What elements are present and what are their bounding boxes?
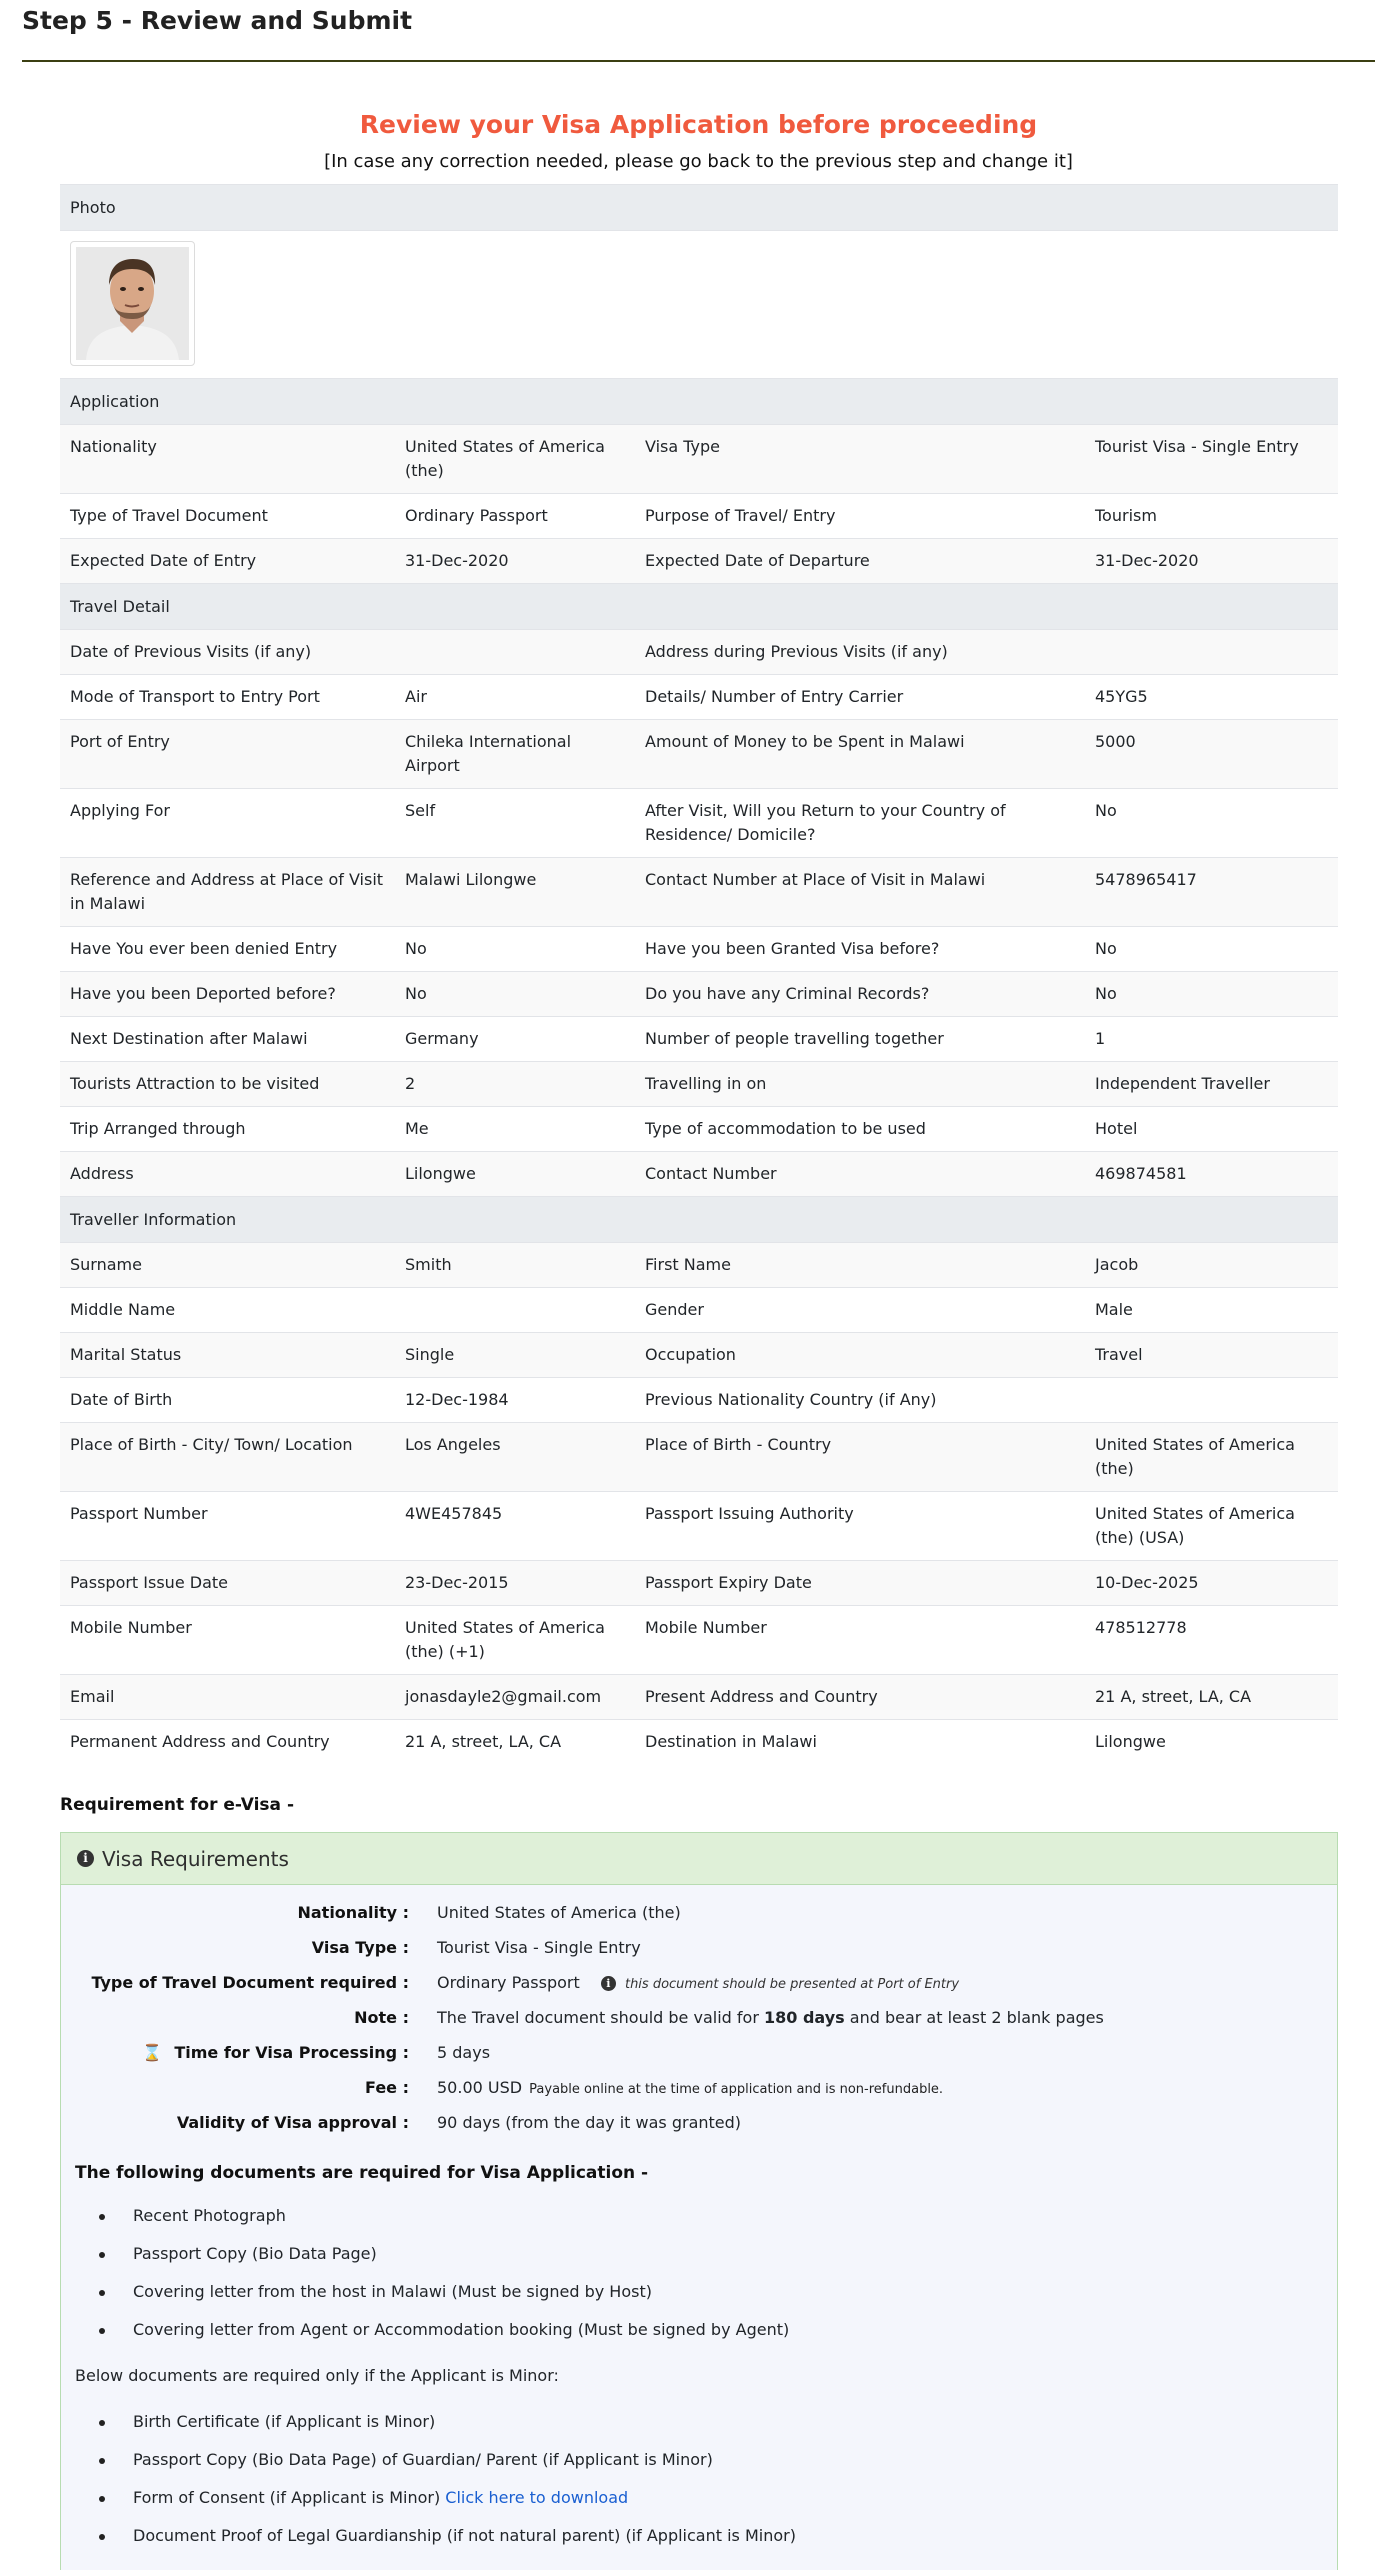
review-row <box>60 1288 1338 1333</box>
req-value: United States of America (the) <box>437 1903 681 1922</box>
field-label: Place of Birth - City/ Town/ Location <box>60 1423 395 1492</box>
field-label: Date of Birth <box>60 1378 395 1423</box>
review-row <box>60 675 1338 720</box>
field-value: 23-Dec-2015 <box>395 1561 635 1606</box>
req-value: 90 days (from the day it was granted) <box>437 2113 742 2132</box>
visa-requirements-panel <box>60 1832 1338 2570</box>
field-label: Permanent Address and Country <box>60 1720 395 1765</box>
fee-value: 50.00 USD <box>437 2078 523 2097</box>
photo-row <box>60 231 1338 379</box>
field-value: Tourism <box>1085 494 1338 539</box>
review-row <box>60 1675 1338 1720</box>
req-label: Nationality : <box>297 1903 409 1922</box>
field-label: Do you have any Criminal Records? <box>635 972 1085 1017</box>
consent-form-download-link[interactable]: Click here to download <box>445 2488 629 2507</box>
req-row-validity <box>61 2105 1339 2140</box>
field-label: Reference and Address at Place of Visit in Malawi <box>60 858 395 927</box>
review-row <box>60 789 1338 858</box>
document-item: Covering letter from Agent or Accommodation booking (Must be signed by Agent) <box>133 2311 789 2349</box>
review-row <box>60 1720 1338 1765</box>
review-row <box>60 1561 1338 1606</box>
field-label: Expected Date of Departure <box>635 539 1085 584</box>
field-label: Trip Arranged through <box>60 1107 395 1152</box>
field-value: Malawi Lilongwe <box>395 858 635 927</box>
field-value <box>395 630 635 675</box>
field-label: Mobile Number <box>60 1606 395 1675</box>
minor-document-item: Passport Copy (Bio Data Page) of Guardian/ Parent (if Applicant is Minor) <box>133 2441 796 2479</box>
field-value: Lilongwe <box>1085 1720 1338 1765</box>
field-value <box>1085 630 1338 675</box>
field-label: Passport Issue Date <box>60 1561 395 1606</box>
field-value: Lilongwe <box>395 1152 635 1197</box>
note-text-start: The Travel document should be valid for <box>437 2008 764 2027</box>
review-row <box>60 1107 1338 1152</box>
field-value: Single <box>395 1333 635 1378</box>
field-value: Travel <box>1085 1333 1338 1378</box>
section-application-row <box>60 379 1338 425</box>
minor-documents-list <box>133 2403 796 2555</box>
field-label: Expected Date of Entry <box>60 539 395 584</box>
applicant-photo <box>70 241 195 366</box>
info-circle-icon: i <box>77 1850 94 1867</box>
field-value: No <box>1085 789 1338 858</box>
field-label: Tourists Attraction to be visited <box>60 1062 395 1107</box>
documents-list <box>133 2197 789 2349</box>
req-row-processing <box>61 2035 1339 2070</box>
req-label: Validity of Visa approval : <box>176 2113 409 2132</box>
req-label: Visa Type : <box>311 1938 409 1957</box>
doc-note: this document should be presented at Port of Entry <box>624 1977 960 1992</box>
field-label: Nationality <box>60 425 395 494</box>
field-label: Contact Number <box>635 1152 1085 1197</box>
field-value: 31-Dec-2020 <box>395 539 635 584</box>
review-heading: Review your Visa Application before proceeding <box>359 110 1038 139</box>
field-value: No <box>395 972 635 1017</box>
field-label: Address <box>60 1152 395 1197</box>
field-value: Self <box>395 789 635 858</box>
section-application-heading: Application <box>60 379 1338 425</box>
section-travel-detail-heading: Travel Detail <box>60 584 1338 630</box>
minor-document-item <box>133 2479 796 2517</box>
field-value: Jacob <box>1085 1243 1338 1288</box>
field-label: Mobile Number <box>635 1606 1085 1675</box>
step-title: Step 5 - Review and Submit <box>22 6 413 35</box>
field-label: Contact Number at Place of Visit in Malawi <box>635 858 1085 927</box>
field-label: Passport Number <box>60 1492 395 1561</box>
field-value: 21 A, street, LA, CA <box>395 1720 635 1765</box>
review-row <box>60 1606 1338 1675</box>
field-label: Occupation <box>635 1333 1085 1378</box>
review-row <box>60 858 1338 927</box>
section-traveller-information-heading: Traveller Information <box>60 1197 1338 1243</box>
note-days: 180 days <box>763 2008 845 2027</box>
req-row-nationality <box>61 1895 1339 1930</box>
field-value: 31-Dec-2020 <box>1085 539 1338 584</box>
section-photo-row <box>60 185 1338 231</box>
req-value <box>409 2078 943 2097</box>
review-row <box>60 1378 1338 1423</box>
field-label: Gender <box>635 1288 1085 1333</box>
field-label: Mode of Transport to Entry Port <box>60 675 395 720</box>
field-label: First Name <box>635 1243 1085 1288</box>
field-value: 5478965417 <box>1085 858 1338 927</box>
minor-document-item: Document Proof of Legal Guardianship (if not natural parent) (if Applicant is Minor) <box>133 2517 796 2555</box>
field-label: Have you been Granted Visa before? <box>635 927 1085 972</box>
req-row-note <box>61 2000 1339 2035</box>
field-value: 21 A, street, LA, CA <box>1085 1675 1338 1720</box>
field-value: Ordinary Passport <box>395 494 635 539</box>
documents-title: The following documents are required for Visa Application - <box>75 2163 649 2183</box>
field-label: Have You ever been denied Entry <box>60 927 395 972</box>
info-circle-icon: i <box>601 1976 616 1991</box>
field-label: Travelling in on <box>635 1062 1085 1107</box>
field-label: Middle Name <box>60 1288 395 1333</box>
minor-documents-title: Below documents are required only if the Applicant is Minor: <box>75 2366 559 2385</box>
req-row-visa-type <box>61 1930 1339 1965</box>
panel-title: Visa Requirements <box>102 1846 289 1871</box>
requirements-grid <box>61 1895 1339 2140</box>
field-value: Germany <box>395 1017 635 1062</box>
document-item: Recent Photograph <box>133 2197 789 2235</box>
review-row <box>60 1062 1338 1107</box>
field-value: Me <box>395 1107 635 1152</box>
field-label: Details/ Number of Entry Carrier <box>635 675 1085 720</box>
minor-document-item: Birth Certificate (if Applicant is Minor) <box>133 2403 796 2441</box>
field-value: Smith <box>395 1243 635 1288</box>
field-value: 2 <box>395 1062 635 1107</box>
field-label: Type of accommodation to be used <box>635 1107 1085 1152</box>
field-label: Visa Type <box>635 425 1085 494</box>
field-value <box>395 1288 635 1333</box>
field-label: Place of Birth - Country <box>635 1423 1085 1492</box>
field-label: Next Destination after Malawi <box>60 1017 395 1062</box>
review-row <box>60 1243 1338 1288</box>
review-subheading: [In case any correction needed, please go back to the previous step and change it] <box>324 151 1073 172</box>
review-row <box>60 494 1338 539</box>
field-label: Purpose of Travel/ Entry <box>635 494 1085 539</box>
review-row <box>60 1492 1338 1561</box>
field-label: After Visit, Will you Return to your Country of Residence/ Domicile? <box>635 789 1085 858</box>
field-label: Applying For <box>60 789 395 858</box>
document-item: Covering letter from the host in Malawi (Must be signed by Host) <box>133 2273 789 2311</box>
field-value: 12-Dec-1984 <box>395 1378 635 1423</box>
requirements-title: Requirement for e-Visa - <box>60 1795 294 1815</box>
doc-value: Ordinary Passport <box>437 1973 580 1992</box>
section-travel-detail-row <box>60 584 1338 630</box>
field-label: Destination in Malawi <box>635 1720 1085 1765</box>
field-value: United States of America (the) <box>395 425 635 494</box>
field-value: United States of America (the) (USA) <box>1085 1492 1338 1561</box>
field-label: Surname <box>60 1243 395 1288</box>
review-row <box>60 1152 1338 1197</box>
review-row <box>60 539 1338 584</box>
field-label: Passport Expiry Date <box>635 1561 1085 1606</box>
field-value: 1 <box>1085 1017 1338 1062</box>
review-row <box>60 425 1338 494</box>
req-value <box>409 1973 959 1992</box>
field-label: Number of people travelling together <box>635 1017 1085 1062</box>
field-value: Chileka International Airport <box>395 720 635 789</box>
field-value: No <box>1085 927 1338 972</box>
field-value: Los Angeles <box>395 1423 635 1492</box>
field-value: 4WE457845 <box>395 1492 635 1561</box>
note-text-end: and bear at least 2 blank pages <box>844 2008 1104 2027</box>
section-traveller-information-row <box>60 1197 1338 1243</box>
field-label: Date of Previous Visits (if any) <box>60 630 395 675</box>
field-label: Present Address and Country <box>635 1675 1085 1720</box>
req-label: Fee : <box>365 2078 409 2097</box>
field-label: Port of Entry <box>60 720 395 789</box>
field-value: Tourist Visa - Single Entry <box>1085 425 1338 494</box>
fee-note: Payable online at the time of application and is non-refundable. <box>529 2082 944 2097</box>
field-value: 45YG5 <box>1085 675 1338 720</box>
field-value: 469874581 <box>1085 1152 1338 1197</box>
review-row <box>60 972 1338 1017</box>
document-item: Passport Copy (Bio Data Page) <box>133 2235 789 2273</box>
field-value <box>1085 1378 1338 1423</box>
review-row <box>60 927 1338 972</box>
field-value: United States of America (the) <box>1085 1423 1338 1492</box>
review-row <box>60 1423 1338 1492</box>
req-value: Tourist Visa - Single Entry <box>437 1938 641 1957</box>
section-photo-heading: Photo <box>60 185 1338 231</box>
review-table-body <box>60 185 1338 1765</box>
field-value: 5000 <box>1085 720 1338 789</box>
field-value: Air <box>395 675 635 720</box>
field-value: 478512778 <box>1085 1606 1338 1675</box>
field-value: Hotel <box>1085 1107 1338 1152</box>
applicant-photo-image <box>76 247 189 360</box>
review-row <box>60 1017 1338 1062</box>
processing-label: Time for Visa Processing : <box>174 2043 409 2062</box>
req-label: Note : <box>354 2008 409 2027</box>
req-row-document <box>61 1965 1339 2000</box>
panel-header <box>61 1833 1337 1885</box>
field-label: Marital Status <box>60 1333 395 1378</box>
field-value: 10-Dec-2025 <box>1085 1561 1338 1606</box>
review-row <box>60 1333 1338 1378</box>
field-label: Amount of Money to be Spent in Malawi <box>635 720 1085 789</box>
field-label: Address during Previous Visits (if any) <box>635 630 1085 675</box>
req-label: Type of Travel Document required : <box>91 1973 409 1992</box>
field-value: No <box>1085 972 1338 1017</box>
application-review-table <box>60 184 1338 1764</box>
field-value: Male <box>1085 1288 1338 1333</box>
req-value <box>409 2008 1104 2027</box>
field-label: Email <box>60 1675 395 1720</box>
hourglass-icon: ⌛ <box>142 2043 163 2062</box>
field-label: Type of Travel Document <box>60 494 395 539</box>
field-label: Passport Issuing Authority <box>635 1492 1085 1561</box>
field-value: No <box>395 927 635 972</box>
req-row-fee <box>61 2070 1339 2105</box>
photo-cell <box>60 231 1338 379</box>
req-value: 5 days <box>437 2043 491 2062</box>
review-row <box>60 630 1338 675</box>
field-value: jonasdayle2@gmail.com <box>395 1675 635 1720</box>
field-value: United States of America (the) (+1) <box>395 1606 635 1675</box>
review-row <box>60 720 1338 789</box>
req-label <box>61 2043 409 2062</box>
field-label: Previous Nationality Country (if Any) <box>635 1378 1085 1423</box>
field-value: Independent Traveller <box>1085 1062 1338 1107</box>
step-divider <box>22 60 1375 62</box>
consent-form-text: Form of Consent (if Applicant is Minor) <box>133 2488 446 2507</box>
field-label: Have you been Deported before? <box>60 972 395 1017</box>
